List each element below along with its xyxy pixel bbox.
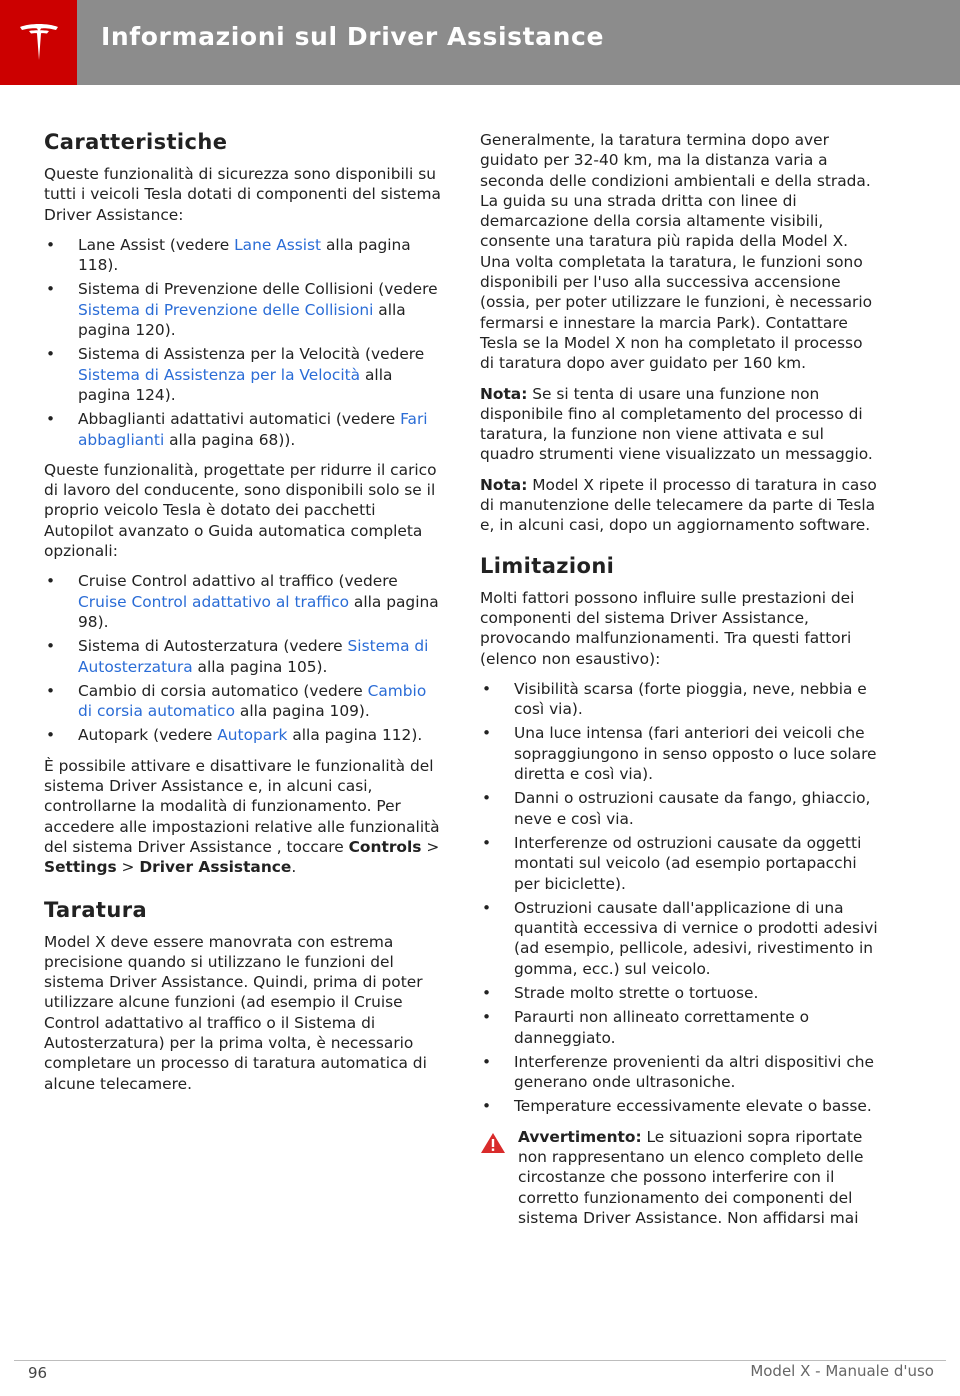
- link-autopark[interactable]: Autopark: [217, 726, 288, 745]
- features-list-basic: [44, 235, 444, 450]
- link-collision-avoidance[interactable]: Sistema di Prevenzione delle Collisioni: [78, 300, 374, 319]
- link-auto-lane-change[interactable]: Cambio di corsia automatico: [78, 681, 427, 721]
- warning-icon: [480, 1132, 506, 1154]
- page-number: 96: [28, 1364, 48, 1382]
- list-item: • Strade molto strette o tortuose.: [482, 983, 759, 1002]
- features-list-autopilot: [44, 571, 444, 745]
- page-title: Informazioni sul Driver Assistance: [101, 22, 605, 51]
- list-item: • Autopark (vedere Autopark alla pagina 112).: [46, 726, 423, 745]
- left-column: [44, 128, 444, 1104]
- list-item: • Cambio di corsia automatico (vedere Cambio di corsia automatico alla pagina 109).: [46, 681, 427, 721]
- heading-limitations: Limitazioni: [480, 553, 615, 578]
- calibration-paragraph: Model X deve essere manovrata con estrema precisione quando si utilizzano le funzioni del sistema Driver Assistance. Quindi, prima di poter utilizzare alcune funzioni (ad esempio il Cruise Control adattativo al traffico o il Sistema di Autosterzatura) per la prima volta, è necessario completare un processo di taratura automatica di alcune telecamere.: [44, 932, 427, 1093]
- note-2: Nota: Model X ripete il processo di taratura in caso di manutenzione delle telecamere da parte di Tesla e, in alcuni casi, dopo un aggiornamento software.: [480, 475, 877, 535]
- list-item: • Danni o ostruzioni causate da fango, ghiaccio, neve e così via.: [482, 789, 871, 828]
- list-item: • Paraurti non allineato correttamente o danneggiato.: [482, 1008, 810, 1047]
- link-high-beams[interactable]: Fari abbaglianti: [78, 410, 428, 449]
- footer-divider: [14, 1360, 946, 1361]
- list-item: • Una luce intensa (fari anteriori dei veicoli che sopraggiungono in senso opposto o luce solare diretta e così via).: [482, 724, 877, 784]
- heading-features: Caratteristiche: [44, 130, 228, 154]
- calibration-details: Generalmente, la taratura termina dopo aver guidato per 32-40 km, ma la distanza varia a seconda delle condizioni ambientali e della strada. La guida su una strada dritta con linee di demarcazione della corsia altamente visibili, consente una taratura più rapida della Model X. Una volta completata la taratura, le funzioni sono disponibili per l'uso alla successiva accensione (ossia, per poter utilizzare le funzioni, è necessario fermarsi e innestare la marcia Park). Contattare Tesla se la Model X non ha completato il processo di taratura dopo aver guidato per 160 km.: [480, 131, 873, 373]
- limitations-intro: Molti fattori possono influire sulle prestazioni dei componenti del sistema Driver Assistance, provocando malfunzionamenti. Tra questi fattori (elenco non esaustivo):: [480, 588, 855, 668]
- list-item: • Abbaglianti adattativi automatici (vedere Fari abbaglianti alla pagina 68)).: [46, 410, 428, 449]
- list-item: • Ostruzioni causate dall'applicazione di una quantità eccessiva di vernice o prodotti adesivi (ad esempio, pellicole, adesivi, rivestimento in gomma, ecc.) sul veicolo.: [482, 898, 878, 978]
- warning-box: Avvertimento: Le situazioni sopra riportate non rappresentano un elenco completo delle circostanze che possono interferire con il corretto funzionamento dei componenti del sistema Driver Assistance. Non affidarsi mai: [480, 1127, 878, 1228]
- list-item: • Interferenze provenienti da altri dispositivi che generano onde ultrasoniche.: [482, 1052, 875, 1092]
- list-item: • Temperature eccessivamente elevate o basse.: [482, 1097, 872, 1116]
- limitations-list: [480, 679, 878, 1117]
- note-1: Nota: Se si tenta di usare una funzione non disponibile fino al completamento del processo di taratura, la funzione non viene attivata e sul quadro strumenti viene visualizzato un messaggio.: [480, 384, 873, 464]
- list-item: • Sistema di Assistenza per la Velocità (vedere Sistema di Assistenza per la Velocità alla pagina 124).: [46, 345, 425, 404]
- link-traffic-aware-cruise[interactable]: Cruise Control adattativo al traffico: [78, 592, 350, 611]
- list-item: • Cruise Control adattivo al traffico (vedere Cruise Control adattativo al traffico alla pagina 98).: [46, 572, 439, 631]
- page-header: [0, 0, 960, 85]
- link-speed-assist[interactable]: Sistema di Assistenza per la Velocità: [78, 365, 361, 384]
- settings-paragraph: È possibile attivare e disattivare le funzionalità del sistema Driver Assistance e, in alcuni casi, controllarne la modalità di funzionamento. Per accedere alle impostazioni relative alle funzionalità del sistema Driver Assistance , toccare Controls > Settings > Driver Assistance.: [44, 756, 440, 877]
- footer-manual-title: Model X - Manuale d'uso: [750, 1362, 934, 1380]
- link-autosteer[interactable]: Sistema di Autosterzatura: [78, 637, 429, 676]
- autopilot-intro: Queste funzionalità, progettate per ridurre il carico di lavoro del conducente, sono disponibili solo se il proprio veicolo Tesla è dotato dei pacchetti Autopilot avanzato o Guida automatica completa opzionali:: [44, 460, 437, 561]
- list-item: • Sistema di Autosterzatura (vedere Sistema di Autosterzatura alla pagina 105).: [46, 637, 429, 676]
- list-item: • Lane Assist (vedere Lane Assist alla pagina 118).: [46, 235, 411, 275]
- list-item: • Sistema di Prevenzione delle Collisioni (vedere Sistema di Prevenzione delle Collisioni alla pagina 120).: [46, 280, 438, 340]
- right-column: [480, 130, 878, 1228]
- list-item: • Visibilità scarsa (forte pioggia, neve, nebbia e così via).: [482, 679, 867, 719]
- features-intro: Queste funzionalità di sicurezza sono disponibili su tutti i veicoli Tesla dotati di componenti del sistema Driver Assistance:: [44, 165, 441, 224]
- logo-box: [0, 0, 77, 85]
- list-item: • Interferenze od ostruzioni causate da oggetti montati sul veicolo (ad esempio portapacchi per biciclette).: [482, 833, 862, 893]
- link-lane-assist[interactable]: Lane Assist: [234, 235, 322, 254]
- tesla-logo-icon: [16, 20, 62, 66]
- heading-calibration: Taratura: [44, 897, 148, 922]
